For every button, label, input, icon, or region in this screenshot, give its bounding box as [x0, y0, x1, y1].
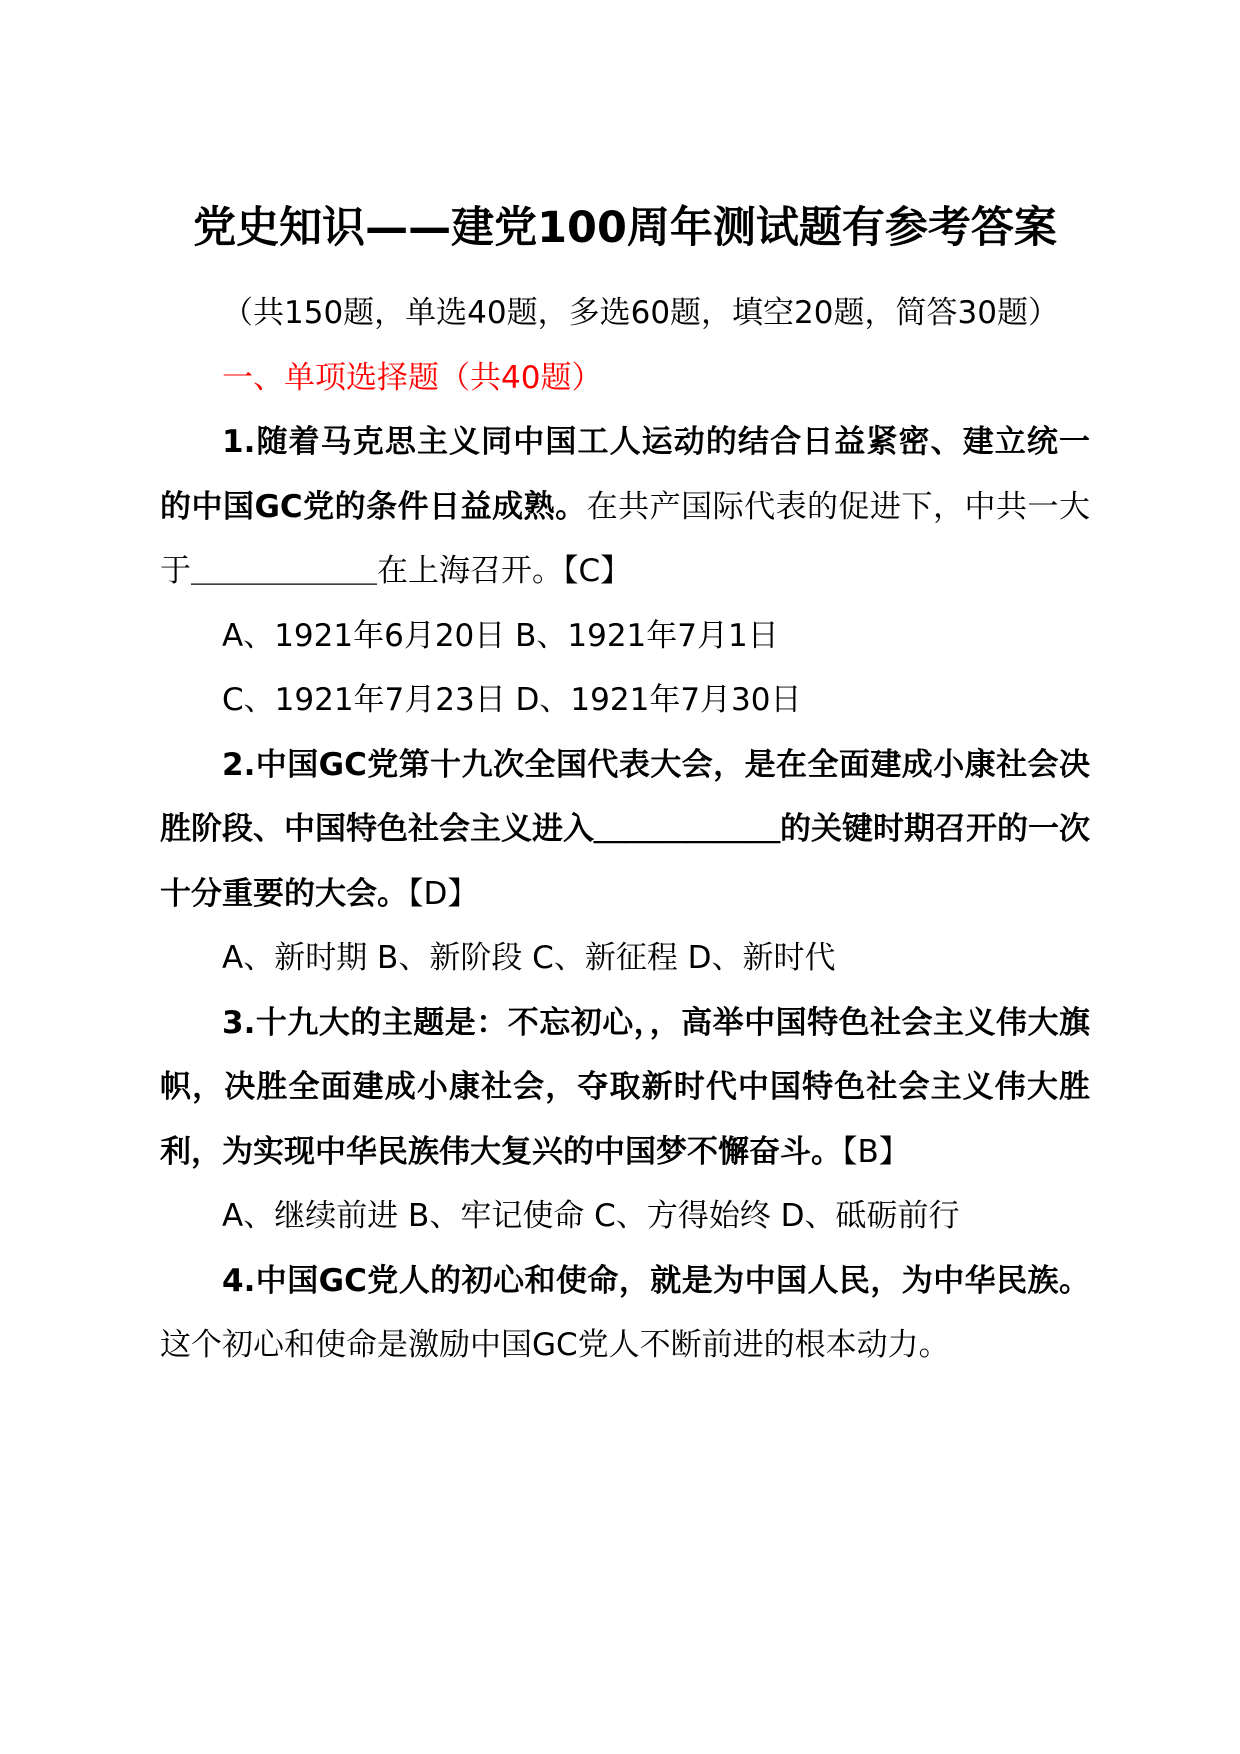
question-4-stem: 4.中国GC党人的初心和使命，就是为中国人民，为中华民族。: [222, 1262, 1090, 1299]
question-2-answer: 【D】: [408, 875, 479, 912]
question-4-text: 这个初心和使命是激励中国GC党人不断前进的根本动力。: [160, 1327, 950, 1363]
intro-text: （共150题，单选40题，多选60题，填空20题，简答30题）: [222, 295, 1059, 331]
question-1-stem: 1.随着马克思主义同中国工人运动的结合日益紧密、建立统一的中国GC党的条件日益成熟。: [160, 424, 1090, 525]
question-2: [160, 733, 1090, 927]
question-2-stem: 2.中国GC党第十九次全国代表大会，是在全面建成小康社会决胜阶段、中国特色社会主义进入＿＿＿＿＿＿的关键时期召开的一次十分重要的大会。: [160, 746, 1090, 912]
question-1: [160, 410, 1090, 604]
question-3: [160, 991, 1090, 1185]
question-4: [160, 1249, 1090, 1378]
question-1-options-line-2: C、1921年7月23日 D、1921年7月30日: [222, 682, 802, 718]
question-3-answer: 【B】: [842, 1133, 910, 1170]
question-1-text: 在共产国际代表的促进下，中共一大于＿＿＿＿＿＿在上海召开。【C】: [160, 488, 1090, 589]
document-title: 党史知识——建党100周年测试题有参考答案: [193, 203, 1057, 253]
document-page: [160, 195, 1090, 1378]
question-2-options: A、新时期 B、新阶段 C、新征程 D、新时代: [222, 940, 836, 976]
question-3-options: A、继续前进 B、牢记使命 C、方得始终 D、砥砺前行: [222, 1198, 960, 1234]
section-heading: 一、单项选择题（共40题）: [222, 359, 603, 396]
question-1-options-line-1: A、1921年6月20日 B、1921年7月1日: [222, 617, 779, 654]
question-3-stem: 3.十九大的主题是：不忘初心，，高举中国特色社会主义伟大旗帜，决胜全面建成小康社会，夺取新时代中国特色社会主义伟大胜利，为实现中华民族伟大复兴的中国梦不懈奋斗。: [160, 1004, 1090, 1170]
